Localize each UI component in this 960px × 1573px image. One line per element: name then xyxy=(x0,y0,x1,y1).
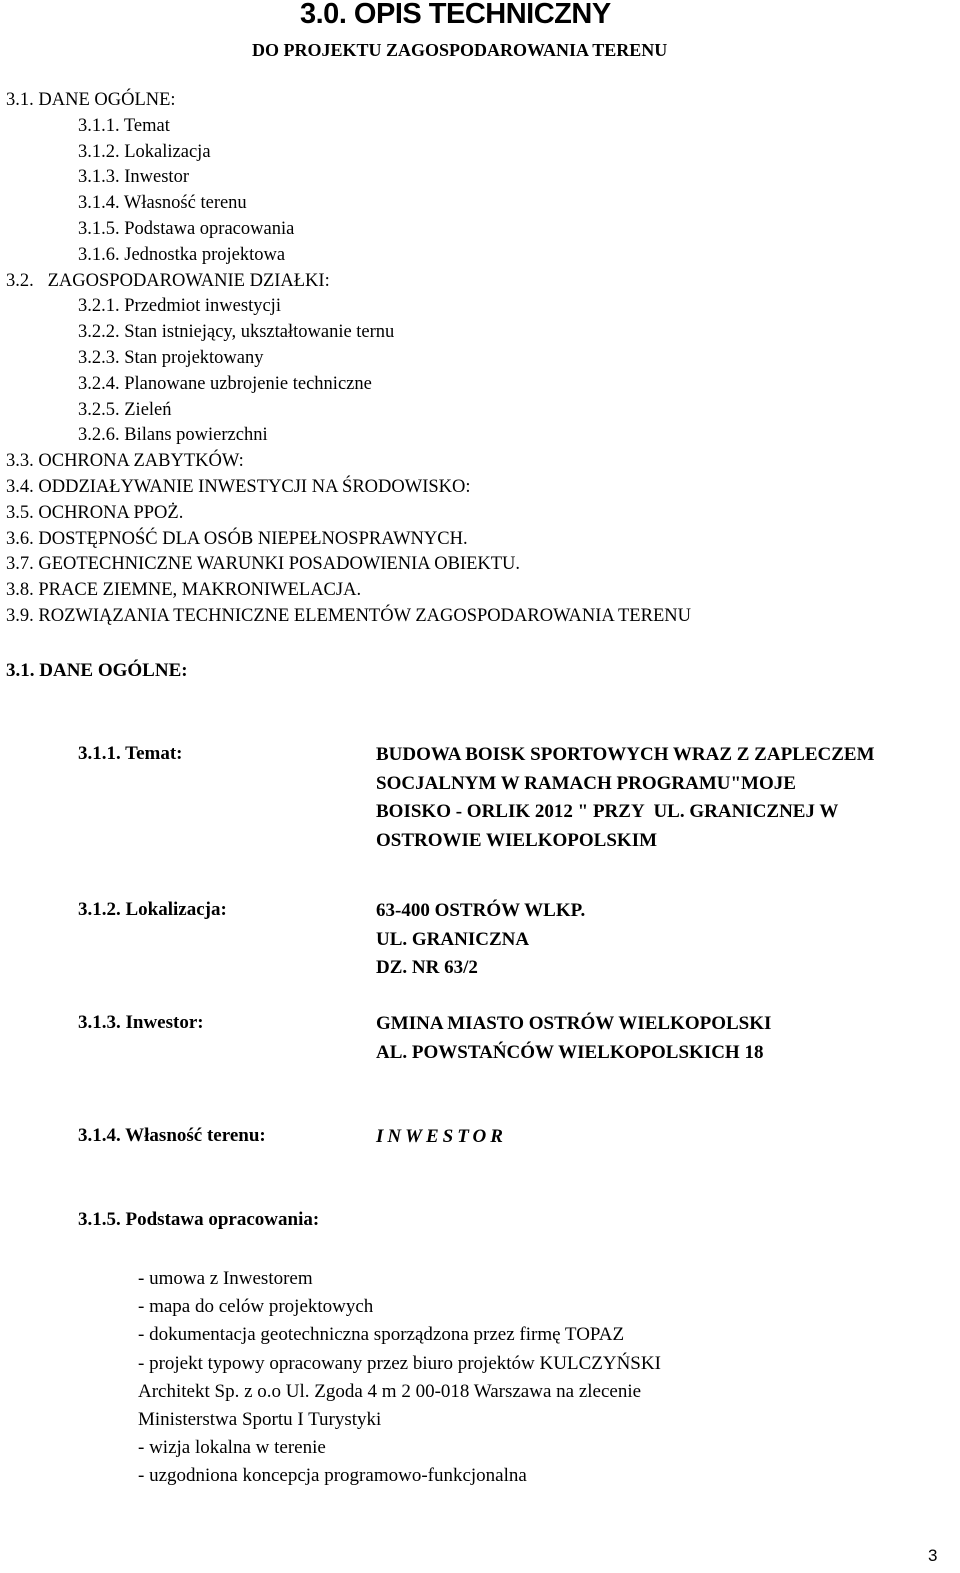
location-line: DZ. NR 63/2 xyxy=(376,957,478,978)
investor-value xyxy=(376,1010,946,1067)
location-label: 3.1.2. Lokalizacja: xyxy=(78,899,227,920)
list-item: - projekt typowy opracowany przez biuro projektów KULCZYŃSKI xyxy=(138,1352,661,1374)
list-item: - wizja lokalna w terenie xyxy=(138,1437,326,1459)
toc-item: 3.2. ZAGOSPODAROWANIE DZIAŁKI: xyxy=(6,270,330,291)
topic-line: BUDOWA BOISK SPORTOWYCH WRAZ Z ZAPLECZEM xyxy=(376,744,875,765)
investor-line: GMINA MIASTO OSTRÓW WIELKOPOLSKI xyxy=(376,1013,772,1034)
topic-value xyxy=(376,741,946,855)
toc-item: 3.1.6. Jednostka projektowa xyxy=(78,244,286,265)
toc-item: 3.9. ROZWIĄZANIA TECHNICZNE ELEMENTÓW ZAGOSPODAROWANIA TERENU xyxy=(6,605,691,626)
page-number: 3 xyxy=(928,1546,938,1565)
toc-item: 3.1.2. Lokalizacja xyxy=(78,141,211,162)
document-title: 3.0. OPIS TECHNICZNY xyxy=(300,0,611,30)
toc-item: 3.1.3. Inwestor xyxy=(78,167,189,188)
toc-item: 3.2.6. Bilans powierzchni xyxy=(78,425,268,446)
topic-label: 3.1.1. Temat: xyxy=(78,743,183,764)
toc-item: 3.1.5. Podstawa opracowania xyxy=(78,218,295,239)
toc-item: 3.2.2. Stan istniejący, ukształtowanie ternu xyxy=(78,322,395,343)
location-value xyxy=(376,897,946,983)
ownership-label: 3.1.4. Własność terenu: xyxy=(78,1125,266,1146)
list-item: - mapa do celów projektowych xyxy=(138,1296,374,1318)
toc-item: 3.6. DOSTĘPNOŚĆ DLA OSÓB NIEPEŁNOSPRAWNYCH. xyxy=(6,528,468,549)
toc-item: 3.1.4. Własność terenu xyxy=(78,193,247,214)
topic-line: SOCJALNYM W RAMACH PROGRAMU"MOJE xyxy=(376,772,796,794)
toc-item: 3.2.1. Przedmiot inwestycji xyxy=(78,296,281,317)
toc-item: 3.7. GEOTECHNICZNE WARUNKI POSADOWIENIA OBIEKTU. xyxy=(6,554,521,575)
basis-list xyxy=(138,1265,938,1491)
toc-item: 3.2.4. Planowane uzbrojenie techniczne xyxy=(78,373,372,394)
list-item: - uzgodniona koncepcja programowo-funkcjonalna xyxy=(138,1465,527,1487)
basis-label: 3.1.5. Podstawa opracowania: xyxy=(78,1209,320,1230)
investor-line: AL. POWSTAŃCÓW WIELKOPOLSKICH 18 xyxy=(376,1041,764,1063)
investor-label: 3.1.3. Inwestor: xyxy=(78,1012,204,1033)
document-subtitle: DO PROJEKTU ZAGOSPODAROWANIA TERENU xyxy=(252,40,668,60)
location-line: UL. GRANICZNA xyxy=(376,928,530,950)
toc-item: 3.5. OCHRONA PPOŻ. xyxy=(6,502,184,523)
toc-item: 3.8. PRACE ZIEMNE, MAKRONIWELACJA. xyxy=(6,580,362,601)
toc-item: 3.4. ODDZIAŁYWANIE INWESTYCJI NA ŚRODOWISKO: xyxy=(6,476,471,497)
list-item: - umowa z Inwestorem xyxy=(138,1268,313,1289)
toc-item: 3.1.1. Temat xyxy=(78,115,170,136)
toc-item: 3.2.5. Zieleń xyxy=(78,399,172,420)
list-item: - dokumentacja geotechniczna sporządzona przez firmę TOPAZ xyxy=(138,1324,625,1346)
section-heading: 3.1. DANE OGÓLNE: xyxy=(6,660,188,681)
toc-item: 3.3. OCHRONA ZABYTKÓW: xyxy=(6,451,244,472)
topic-line: OSTROWIE WIELKOPOLSKIM xyxy=(376,829,658,851)
toc-item: 3.1. DANE OGÓLNE: xyxy=(6,90,176,110)
ownership-value: INWESTOR xyxy=(376,1126,507,1147)
list-item: Architekt Sp. z o.o Ul. Zgoda 4 m 2 00-018 Warszawa na zlecenie xyxy=(138,1380,642,1402)
toc-item: 3.2.3. Stan projektowany xyxy=(78,347,264,368)
list-item: Ministerstwa Sportu I Turystyki xyxy=(138,1409,382,1431)
topic-line: BOISKO - ORLIK 2012 " PRZY UL. GRANICZNEJ W xyxy=(376,801,839,822)
location-line: 63-400 OSTRÓW WLKP. xyxy=(376,900,586,921)
table-of-contents xyxy=(0,88,960,630)
